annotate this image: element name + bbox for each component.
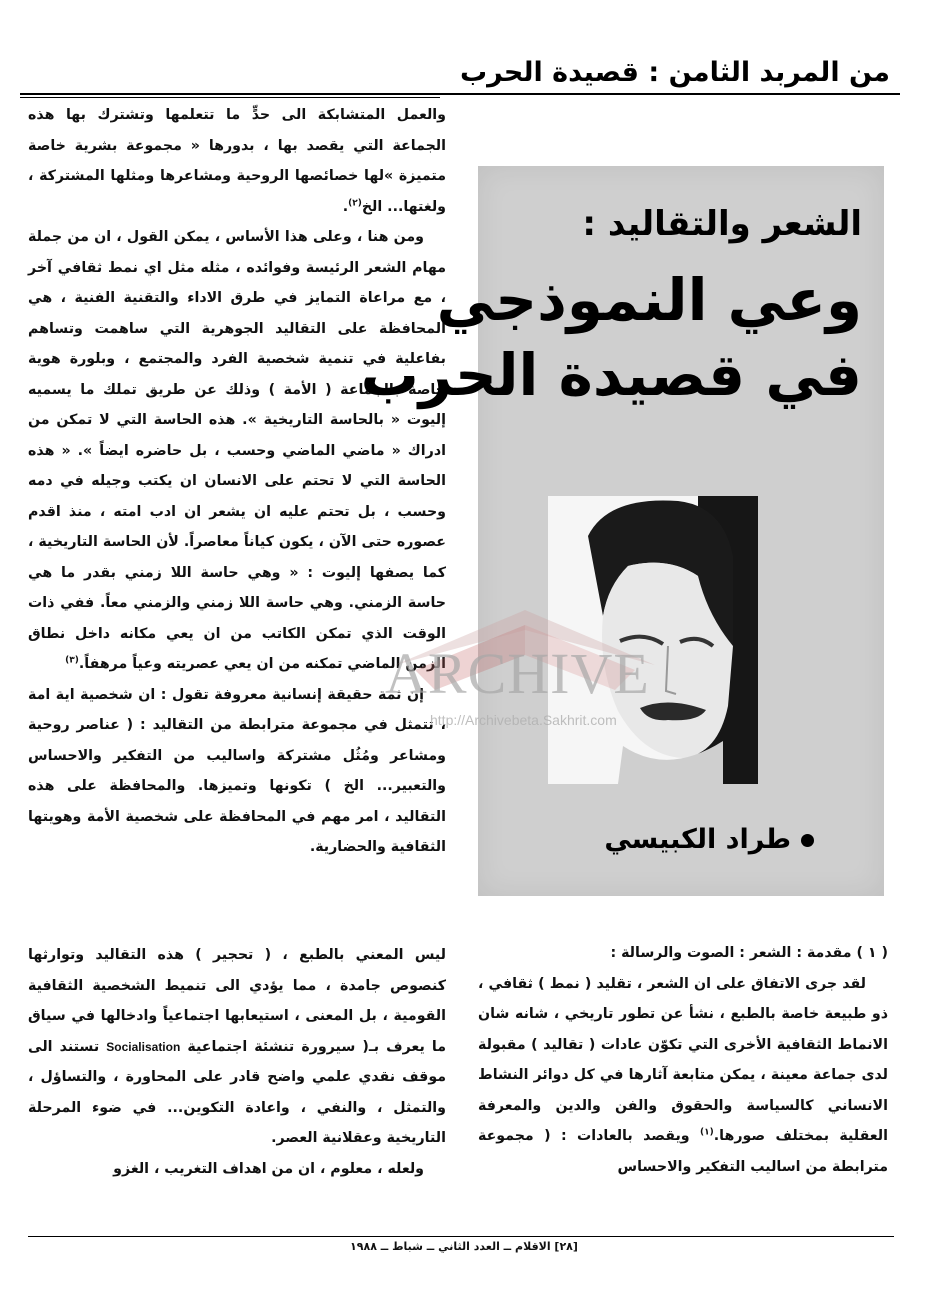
feature-title-line: في قصيدة الحرب — [360, 341, 862, 409]
paragraph: ومن هنا ، وعلى هذا الأساس ، يمكن القول ، ان من جملة مهام الشعر الرئيسة وفوائده ، مثله مثل اي نمط ثقافي آخر ، مع مراعاة التمايز في طرق الاداء والتقنية الفنية ، هي المحافظة على التقاليد الجوهرية التي ساهمت وتساهم بفاعلية في تنمية شخصية الفرد والمجتمع ، وبلورة هوية خاصة بالجماعة ( الأمة ) وذلك عن طريق تملك ما يسميه إليوت « بالحاسة التاريخية ». هذه الحاسة التي لا تمكن من ادراك « ماضي الماضي وحسب ، بل حاضره ايضاً ». « هذه الحاسة التي لا تحتم على الانسان ان يكتب وجيله في دمه وحسب ، بل تحتم عليه ان يشعر ان ادب امته ، منذ اقدم عصوره حتى الآن ، يكون كياناً معاصراً. لأن الحاسة التاريخية ، كما يصفها إليوت : « وهي حاسة اللا زمني بقدر ما هي حاسة الزمني. وهي حاسة اللا زمني والزمني معاً. ففي ذات الوقت الذي تمكن الكاتب من ان يعي مكانه داخل نطاق الزمن الماضي تمكنه من ان يعي عصريته وعياً مرهفاً.$^{(٣)}$ — [28, 229, 446, 672]
watermark-text: ARCHIVE — [385, 641, 650, 706]
author-name: طراد الكبيسي — [604, 824, 791, 855]
watermark-url: http://Archivebeta.Sakhrit.com — [430, 712, 617, 728]
paragraph: ليس المعني بالطبع ، ( تحجير ) هذه التقاليد وتوارثها كنصوص جامدة ، مما يؤدي الى تنميط الشخصية الثقافية القومية ، بل المعنى ، استيعابها اجتماعياً وادخالها في سياق ما يعرف بـ( سيرورة تنشئة اجتماعية Socialisation تستند الى موقف نقدي علمي واضح قادر على المحاورة ، والتساؤل ، والتمثل ، والنفي ، واعادة التكوين... في ضوء المرحلة التاريخية وعقلانية العصر. — [28, 947, 446, 1146]
header-rule-thin — [20, 97, 440, 98]
author-byline — [604, 824, 814, 855]
section-heading: ( ١ ) مقدمة : الشعر : الصوت والرسالة : — [610, 945, 888, 961]
footer-rule — [28, 1236, 894, 1237]
footnote-ref: (٢) — [348, 197, 362, 208]
right-column — [478, 938, 888, 1182]
running-title: من المربد الثامن : قصيدة الحرب — [459, 57, 890, 88]
bullet-icon — [801, 834, 814, 847]
paragraph: لقد جرى الاتفاق على ان الشعر ، تقليد ( نمط ) ثقافي ، ذو طبيعة خاصة بالطبع ، نشأ عن تطور تاريخي ، شانه شان الانماط الثقافية الأخرى التي تكوّن عادات ( تقاليد ) مقبولة لدى جماعة معينة ، يمكن متابعة آثارها في كل دوائر النشاط الانساني كالسياسة والحقوق والفن والدين والمعرفة العقلية بمختلف صورها.$^{(١)}$ ويقصد بالعادات : ( مجموعة مترابطة من اساليب التفكير والاحساس — [478, 975, 888, 1175]
paragraph: والعمل المتشابكة الى حدٍّ ما تتعلمها وتشترك بها هذه الجماعة التي يقصد بها ، بدورها « مجموعة بشرية خاصة متميزة »لها خصائصها الروحية ومشاعرها ومثلها المشتركة ، ولغتها... الخ$^{(٢)}$. — [28, 107, 446, 215]
paragraph: إن ثمة حقيقة إنسانية معروفة تقول : ان شخصية اية امة ، تتمثل في مجموعة مترابطة من التقاليد : ( عناصر روحية ومشاعر ومُثُل مشتركة واساليب من التفكير والاحساس والتعبير... الخ ) تكونها وتميزها. والمحافظة على هذه التقاليد ، امر مهم في المحافظة على شخصية الأمة وهويتها الثقافية والحضارية. — [28, 686, 446, 855]
header-rule — [20, 93, 900, 95]
page-footer: [٢٨] الاقلام ــ العدد الثاني ــ شباط ــ ١٩٨٨ — [350, 1240, 578, 1253]
paragraph: ولعله ، معلوم ، ان من اهداف التغريب ، الغزو — [113, 1160, 424, 1177]
feature-title-panel — [360, 166, 884, 896]
footnote-ref: (٣) — [65, 655, 79, 666]
left-column — [28, 100, 446, 863]
feature-kicker: الشعر والتقاليد : — [582, 204, 862, 244]
latin-term: Socialisation — [106, 1039, 181, 1054]
feature-title-line: وعي النموذجي — [436, 266, 862, 334]
page-header — [20, 55, 900, 95]
footnote-ref: (١) — [700, 1127, 714, 1138]
left-column-bottom — [28, 940, 446, 1184]
